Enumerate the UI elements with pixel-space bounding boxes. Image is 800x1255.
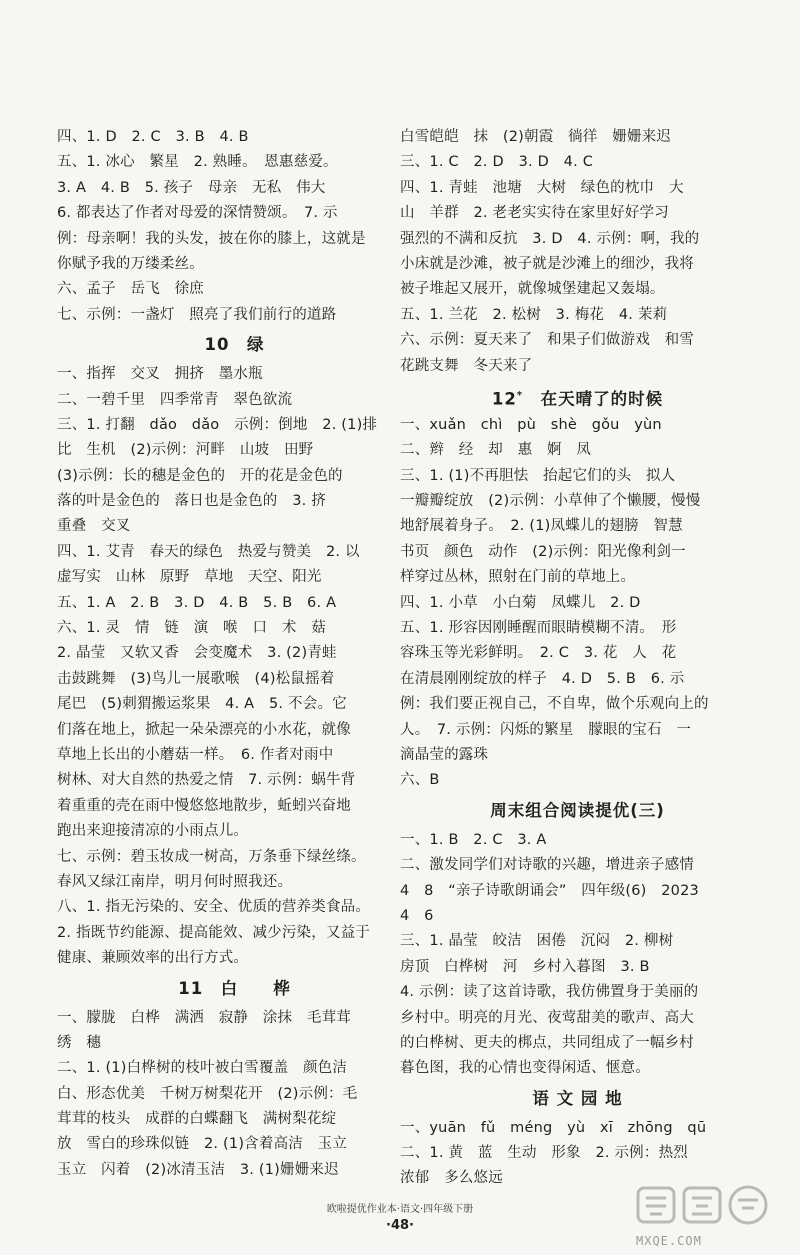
book-title: 欧啦提优作业本·语文·四年级下册	[326, 1204, 474, 1215]
answer-line: 重叠 交叉	[57, 518, 131, 535]
answer-line: 样穿过丛林，照射在门前的草地上。	[400, 569, 636, 586]
answer-line: 被子堆起又展开，就像城堡建起又轰塌。	[400, 281, 665, 298]
answer-line: 六、1. 灵 情 链 演 喉 口 术 菇	[57, 620, 326, 637]
answer-line: 落的叶是金色的 落日也是金色的 3. 挤	[57, 493, 326, 510]
answer-line: 玉立 闪着 (2)冰清玉洁 3. (1)姗姗来迟	[57, 1161, 339, 1178]
answer-line: 三、1. C 2. D 3. D 4. C	[400, 154, 594, 171]
answer-line: 一、yuān fǔ méng yù xī zhōng qū	[400, 1119, 707, 1136]
answer-line: 五、1. 形容因刚睡醒而眼睛模糊不清。 形	[400, 620, 677, 637]
section-name: 在天晴了的时候	[523, 389, 664, 409]
answer-line: 例：母亲啊！我的头发，披在你的膝上，这就是	[57, 230, 366, 247]
answer-line: 四、1. 艾青 春天的绿色 热爱与赞美 2. 以	[57, 543, 360, 560]
section-title	[400, 379, 755, 413]
answer-line: 四、1. D 2. C 3. B 4. B	[57, 129, 249, 145]
answer-line: 五、1. 冰心 繁星 2. 熟睡。 恩惠慈爱。	[57, 154, 338, 171]
answer-line: 五、1. A 2. B 3. D 4. B 5. B 6. A	[57, 594, 337, 611]
answer-line: 二、一碧千里 四季常青 翠色欲流	[57, 391, 293, 408]
answer-line: 三、1. (1)不再胆怯 抬起它们的头 拟人	[400, 467, 676, 484]
answer-line: 七、示例：一盏灯 照亮了我们前行的道路	[57, 306, 337, 323]
answer-line: 二、1. (1)白桦树的枝叶被白雪覆盖 颜色洁	[57, 1060, 348, 1077]
answer-line: 尾巴 (5)刺猬搬运浆果 4. A 5. 不会。它	[57, 696, 347, 713]
right-column	[400, 125, 755, 1192]
answer-line: 白、形态优美 千树万树梨花开 (2)示例：毛	[57, 1085, 358, 1102]
section-number: 12	[491, 389, 517, 409]
answer-line: 2. 晶莹 又软又香 会变魔术 3. (2)青蛙	[57, 645, 337, 662]
answer-line: 2. 指既节约能源、提高能效、减少污染，又益于	[57, 924, 371, 941]
answer-line: 花跳支舞 冬天来了	[400, 357, 533, 374]
answer-line: 三、1. 打翻 dǎo dǎo 示例：倒地 2. (1)排	[57, 416, 378, 433]
answer-line: 健康、兼顾效率的出行方式。	[57, 950, 249, 967]
answer-line: 书页 颜色 动作 (2)示例：阳光像利剑一	[400, 543, 686, 560]
section-title: 语 文 园 地	[532, 1088, 623, 1108]
answer-line: 一、xuǎn chì pù shè gǒu yùn	[400, 416, 662, 433]
answer-line: 虚写实 山林 原野 草地 天空、阳光	[57, 569, 322, 586]
answer-line: 一、朦胧 白桦 满洒 寂静 涂抹 毛茸茸	[57, 1009, 351, 1026]
answer-line: 4 6	[400, 907, 434, 924]
answer-line: 六、B	[400, 772, 440, 789]
optional-mark: *	[516, 389, 524, 401]
answer-line: 地舒展着身子。 2. (1)凤蝶儿的翅膀 智慧	[400, 518, 683, 535]
answer-line: 强烈的不满和反抗 3. D 4. 示例：啊，我的	[400, 230, 700, 247]
answer-line: 4 8 “亲子诗歌朗诵会” 四年级(6) 2023	[400, 882, 699, 899]
answer-line: 的白桦树、更夫的梆点，共同组成了一幅乡村	[400, 1034, 694, 1051]
answer-line: 树林、对大自然的热爱之情 7. 示例：蜗牛背	[57, 772, 356, 789]
answer-line: 你赋予我的万缕柔丝。	[57, 255, 204, 272]
answer-line: 例：我们要正视自己，不自卑，做个乐观向上的	[400, 696, 709, 713]
answer-line: 在清晨刚刚绽放的样子 4. D 5. B 6. 示	[400, 670, 685, 687]
answer-line: 六、孟子 岳飞 徐庶	[57, 281, 204, 298]
page-number: ·48·	[386, 1218, 414, 1233]
answer-line: 们落在地上，掀起一朵朵漂亮的小水花，就像	[57, 721, 351, 738]
answer-line: (3)示例：长的穗是金色的 开的花是金色的	[57, 467, 343, 484]
watermark	[628, 1182, 778, 1250]
answer-line: 滴晶莹的露珠	[400, 746, 489, 763]
answer-line: 放 雪白的珍珠似链 2. (1)含着高洁 玉立	[57, 1136, 348, 1153]
answer-line: 二、辫 经 却 惠 婀 凤	[400, 442, 592, 459]
answer-line: 6. 都表达了作者对母爱的深情赞颂。 7. 示	[57, 205, 338, 222]
answer-line: 白雪皑皑 抹 (2)朝霞 徜徉 姗姗来迟	[400, 129, 672, 145]
answer-line: 击鼓跳舞 (3)鸟儿一展歌喉 (4)松鼠摇着	[57, 670, 335, 687]
section-title: 周末组合阅读提优(三)	[490, 800, 665, 820]
answer-line: 3. A 4. B 5. 孩子 母亲 无私 伟大	[57, 179, 326, 196]
answer-line: 容珠玉等光彩鲜明。 2. C 3. 花 人 花	[400, 645, 677, 662]
answer-line: 山 羊群 2. 老老实实待在家里好好学习	[400, 205, 669, 222]
answer-line: 草地上长出的小蘑菇一样。 6. 作者对雨中	[57, 746, 334, 763]
answer-line: 比 生机 (2)示例：河畔 山坡 田野	[57, 442, 314, 459]
answer-line: 房顶 白桦树 河 乡村入暮图 3. B	[400, 958, 650, 975]
answer-line: 一、指挥 交叉 拥挤 墨水瓶	[57, 366, 263, 383]
watermark-url: MXQE.COM	[636, 1234, 702, 1248]
answer-line: 暮色图，我的心情也变得闲适、惬意。	[400, 1060, 650, 1077]
answer-line: 浓郁 多么悠远	[400, 1170, 503, 1187]
answer-line: 六、示例：夏天来了 和果子们做游戏 和雪	[400, 332, 694, 349]
answer-line: 四、1. 小草 小白菊 凤蝶儿 2. D	[400, 594, 641, 611]
answer-line: 小床就是沙滩，被子就是沙滩上的细沙，我将	[400, 255, 694, 272]
answer-line: 着重重的壳在雨中慢悠悠地散步，蚯蚓兴奋地	[57, 797, 351, 814]
answer-line: 茸茸的枝头 成群的白蝶翻飞 满树梨花绽	[57, 1111, 337, 1128]
answer-line: 五、1. 兰花 2. 松树 3. 梅花 4. 茉莉	[400, 306, 668, 323]
section-title: 11 白 桦	[178, 978, 291, 998]
answer-line: 二、1. 黄 蓝 生动 形象 2. 示例：热烈	[400, 1145, 688, 1162]
answer-line: 绣 穗	[57, 1034, 102, 1051]
answer-line: 乡村中。明亮的月光、夜莺甜美的歌声、高大	[400, 1009, 694, 1026]
left-column	[57, 125, 412, 1183]
answer-line: 二、激发同学们对诗歌的兴趣，增进亲子感情	[400, 857, 694, 874]
answer-line: 三、1. 晶莹 皎洁 困倦 沉闷 2. 柳树	[400, 933, 674, 950]
answer-line: 八、1. 指无污染的、安全、优质的营养类食品。	[57, 899, 371, 916]
answer-line: 4. 示例：读了这首诗歌，我仿佛置身于美丽的	[400, 984, 699, 1001]
answer-line: 四、1. 青蛙 池塘 大树 绿色的枕巾 大	[400, 179, 684, 196]
answer-line: 跑出来迎接清凉的小雨点儿。	[57, 823, 249, 840]
answer-line: 一、1. B 2. C 3. A	[400, 831, 547, 848]
answer-line: 一瓣瓣绽放 (2)示例：小草伸了个懒腰，慢慢	[400, 493, 701, 510]
answer-line: 七、示例：碧玉妆成一树高，万条垂下绿丝绦。	[57, 848, 366, 865]
answer-line: 春风又绿江南岸，明月何时照我还。	[57, 873, 293, 890]
answer-line: 人。 7. 示例：闪烁的繁星 朦眼的宝石 一	[400, 721, 692, 738]
section-title: 10 绿	[204, 335, 265, 355]
